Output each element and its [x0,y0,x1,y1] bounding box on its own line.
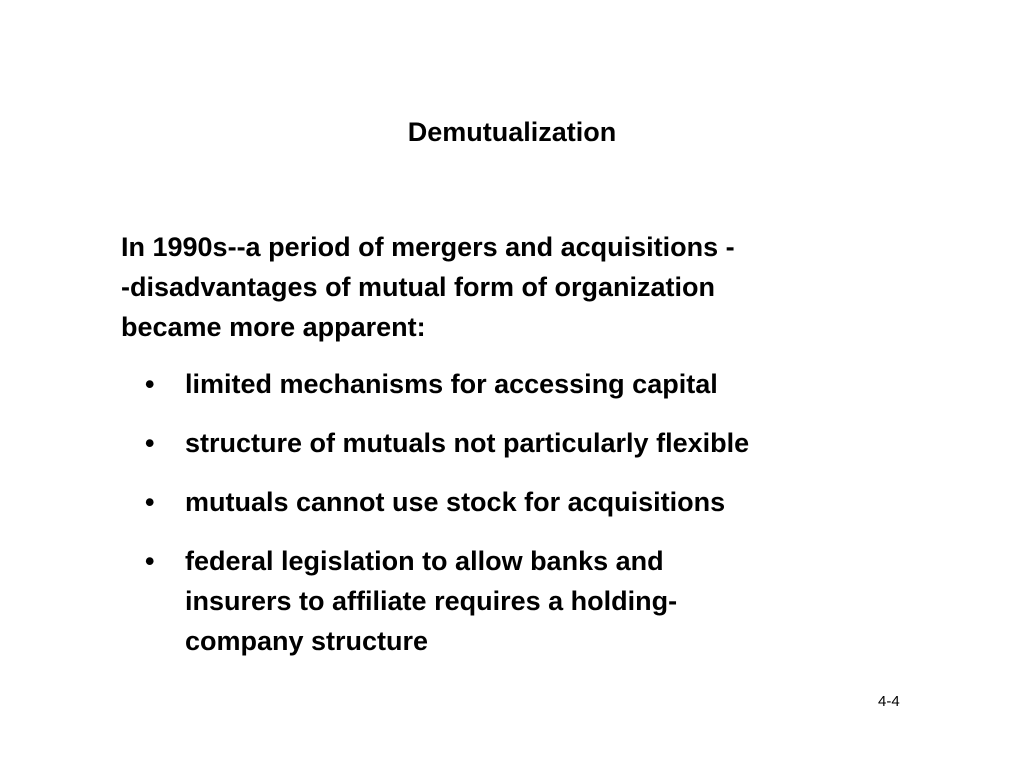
bullet-item [145,423,945,463]
intro-line: In 1990s--a period of mergers and acquisitions - [121,232,735,262]
bullet-icon: • [145,546,155,576]
bullet-list [145,364,945,680]
bullet-icon: • [145,428,155,458]
intro-line: became more apparent: [121,312,426,342]
intro-paragraph [121,227,921,347]
bullet-text: company structure [185,626,429,656]
bullet-text: structure of mutuals not particularly flexible [185,428,750,458]
bullet-text: mutuals cannot use stock for acquisitions [185,487,726,517]
bullet-item [145,482,945,522]
intro-line: -disadvantages of mutual form of organization [121,272,716,302]
page-number: 4-4 [878,693,900,710]
bullet-item [145,541,945,661]
bullet-icon: • [145,369,155,399]
bullet-text: limited mechanisms for accessing capital [185,369,718,399]
slide-title: Demutualization [407,117,617,147]
bullet-icon: • [145,487,155,517]
bullet-text: federal legislation to allow banks and [185,546,664,576]
bullet-text: insurers to affiliate requires a holding- [185,586,678,616]
bullet-item [145,364,945,404]
